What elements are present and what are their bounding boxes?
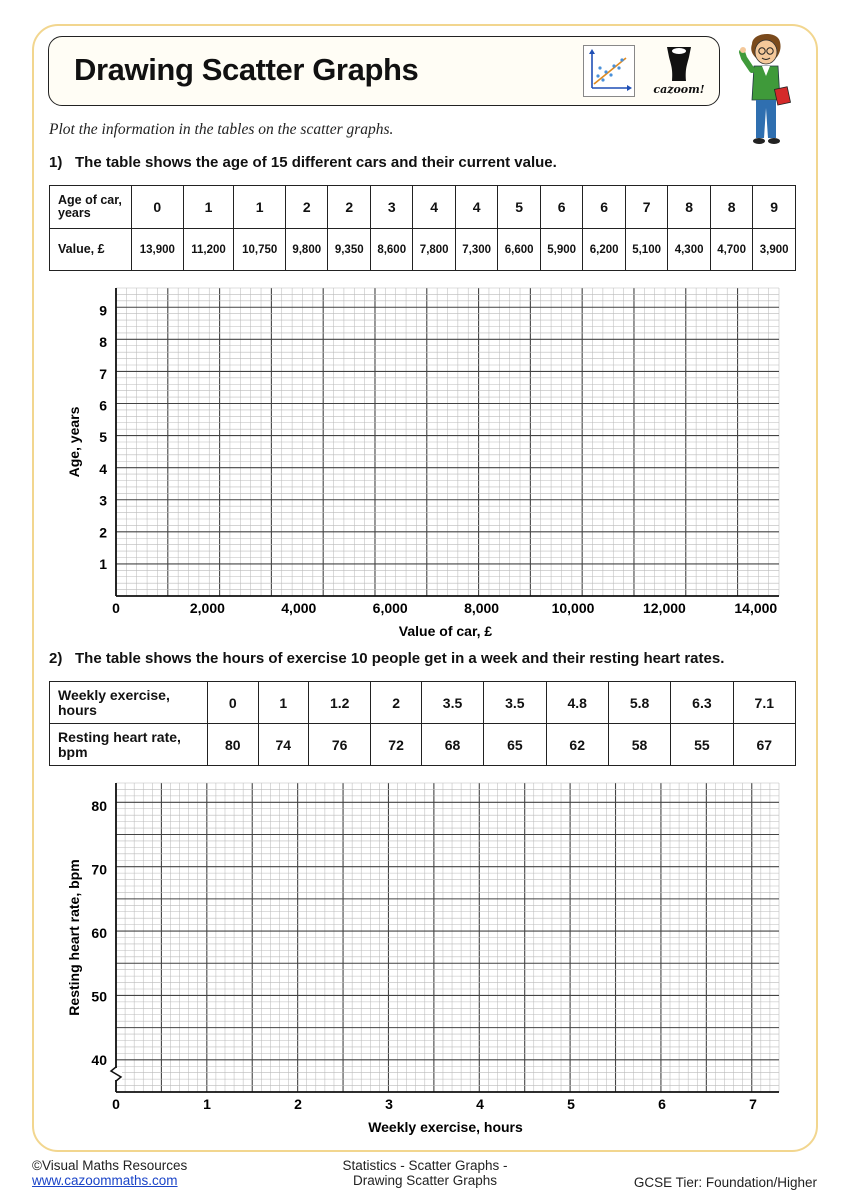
table-cell: 68	[421, 724, 483, 766]
table-cell: 13,900	[132, 229, 184, 271]
x-axis-label: Weekly exercise, hours	[368, 1119, 523, 1135]
table-cell: 11,200	[183, 229, 234, 271]
table-cell: 9	[753, 186, 796, 229]
y-tick-label: 9	[99, 302, 107, 319]
table-cell: 5,100	[625, 229, 667, 271]
table-cell: 1	[234, 186, 286, 229]
table-cell: 3,900	[753, 229, 796, 271]
y-axis-label: Resting heart rate, bpm	[66, 859, 82, 1016]
table-cell: 8	[710, 186, 752, 229]
x-axis-label: Value of car, £	[398, 623, 493, 639]
x-tick-label: 14,000	[734, 600, 778, 616]
y-tick-label: 6	[99, 397, 107, 414]
footer-copyright	[32, 1158, 187, 1188]
x-tick-label: 0	[112, 1096, 120, 1112]
table-cell: 2	[286, 186, 328, 229]
x-tick-label: 8,000	[464, 600, 500, 616]
y-tick-label: 1	[99, 556, 107, 572]
topic-line-2: Drawing Scatter Graphs	[352, 1173, 498, 1188]
topic-line-1: Statistics - Scatter Graphs -	[342, 1158, 508, 1173]
y-tick-label: 4	[99, 460, 107, 477]
y-tick-label: 7	[99, 365, 107, 382]
question-2-text: The table shows the hours of exercise 10 people get in a week and their resting heart rates.	[75, 650, 725, 667]
instructions: Plot the information in the tables on the scatter graphs.	[49, 121, 394, 138]
x-tick-label: 4	[476, 1096, 484, 1112]
y-tick-label: 60	[91, 925, 107, 941]
x-tick-label: 3	[385, 1096, 393, 1112]
table-cell: 7	[625, 186, 667, 229]
table-cell: 7,300	[455, 229, 497, 271]
table-cell: 0	[208, 682, 259, 724]
table-cell: 8,600	[370, 229, 412, 271]
y-tick-label: 40	[91, 1052, 107, 1068]
table-cell: 2	[371, 682, 422, 724]
table-cell: 80	[208, 724, 259, 766]
question-1-text: The table shows the age of 15 different cars and their current value.	[75, 154, 557, 171]
table-cell: 67	[733, 724, 795, 766]
x-tick-label: 2	[294, 1096, 302, 1112]
table-cell: 6,200	[583, 229, 625, 271]
x-tick-label: 6	[658, 1096, 666, 1112]
x-tick-label: 0	[112, 600, 120, 616]
table-cell: 2	[328, 186, 370, 229]
y-tick-label: 5	[99, 429, 107, 446]
table-cell: 4	[455, 186, 497, 229]
table-cell: 4,700	[710, 229, 752, 271]
table-cell: 62	[546, 724, 608, 766]
table-cell: 5	[498, 186, 540, 229]
table-cell: 3.5	[484, 682, 546, 724]
question-2-number: 2)	[49, 650, 63, 667]
question-1-number: 1)	[49, 154, 63, 171]
table-cell: 76	[309, 724, 371, 766]
x-tick-label: 5	[567, 1096, 575, 1112]
table-cell: 58	[608, 724, 670, 766]
table-cell: 3	[370, 186, 412, 229]
y-tick-label: 70	[91, 861, 107, 878]
table-cell: 6.3	[671, 682, 733, 724]
row-label-heart-rate: Resting heart rate, bpm	[50, 724, 208, 766]
x-tick-label: 4,000	[281, 600, 317, 616]
brand-name: cazoom!	[653, 83, 705, 96]
x-tick-label: 6,000	[372, 600, 408, 616]
table-cell: 9,350	[328, 229, 370, 271]
table-cell: 1	[258, 682, 309, 724]
table-cell: 1	[183, 186, 234, 229]
row-label-age: Age of car, years	[50, 186, 132, 229]
y-axis-label: Age, years	[66, 406, 82, 478]
table-cell: 7,800	[413, 229, 455, 271]
table-cell: 65	[484, 724, 546, 766]
y-tick-label: 3	[99, 492, 107, 509]
table-cell: 4	[413, 186, 455, 229]
table-cell: 5.8	[608, 682, 670, 724]
table-cell: 4.8	[546, 682, 608, 724]
footer-tier: GCSE Tier: Foundation/Higher	[633, 1175, 817, 1190]
table-cell: 7.1	[733, 682, 795, 724]
y-tick-label: 2	[99, 524, 107, 541]
page-title: Drawing Scatter Graphs	[74, 52, 419, 87]
table-cell: 0	[132, 186, 184, 229]
x-tick-label: 2,000	[189, 600, 225, 616]
table-cell: 72	[371, 724, 422, 766]
table-cell: 8	[668, 186, 710, 229]
table-cell: 1.2	[309, 682, 371, 724]
table-cell: 10,750	[234, 229, 286, 271]
table-cell: 74	[258, 724, 309, 766]
y-tick-label: 80	[91, 798, 107, 814]
table-cell: 6	[583, 186, 625, 229]
table-cell: 9,800	[286, 229, 328, 271]
table-cell: 6,600	[498, 229, 540, 271]
x-tick-label: 12,000	[642, 600, 686, 616]
y-tick-label: 8	[99, 334, 107, 351]
table-cell: 6	[540, 186, 582, 229]
y-tick-label: 50	[91, 988, 107, 1005]
x-tick-label: 1	[203, 1096, 211, 1112]
x-tick-label: 7	[749, 1096, 757, 1112]
table-cell: 4,300	[668, 229, 710, 271]
row-label-value: Value, £	[50, 229, 132, 271]
website-link[interactable]: www.cazoommaths.com	[32, 1173, 178, 1188]
footer-topic	[300, 1158, 550, 1188]
table-cell: 5,900	[540, 229, 582, 271]
row-label-exercise: Weekly exercise, hours	[50, 682, 208, 724]
table-cell: 3.5	[421, 682, 483, 724]
copyright-text: ©Visual Maths Resources	[32, 1158, 188, 1173]
table-cell: 55	[671, 724, 733, 766]
x-tick-label: 10,000	[551, 600, 595, 616]
